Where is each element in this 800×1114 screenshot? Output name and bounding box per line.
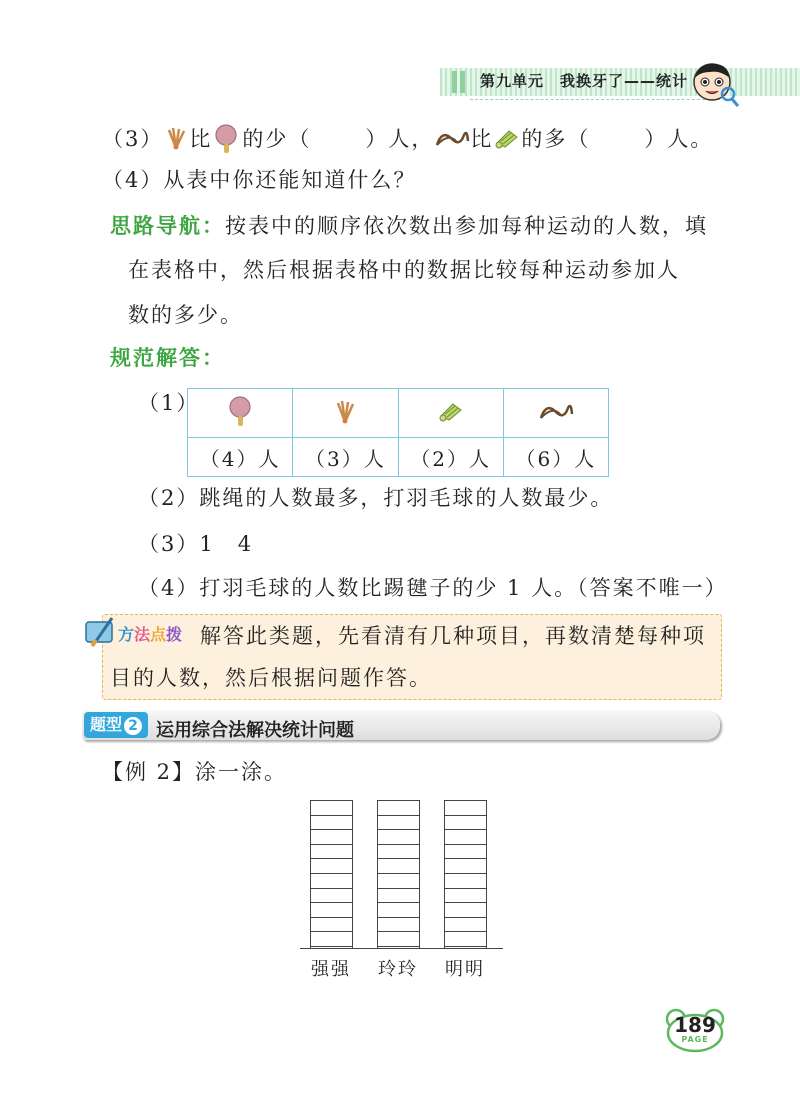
tip-title-char: 拨	[166, 625, 183, 644]
jump-rope-icon	[538, 400, 574, 422]
question-type-title: 运用综合法解决统计问题	[156, 720, 354, 741]
shuttlecock-icon	[163, 126, 189, 150]
tip-title-char: 方	[118, 625, 135, 644]
color-cell[interactable]	[378, 874, 419, 889]
color-cell[interactable]	[445, 859, 486, 874]
color-cell[interactable]	[311, 932, 352, 947]
question-type-label: 题型	[90, 715, 123, 734]
color-cell[interactable]	[311, 845, 352, 860]
color-cell[interactable]	[378, 903, 419, 918]
color-cell[interactable]	[445, 874, 486, 889]
guide-line-1	[110, 216, 708, 237]
color-cell[interactable]	[378, 932, 419, 947]
q3-text-2: 的少（	[242, 127, 312, 151]
guide-line-3: 数的多少。	[128, 303, 243, 327]
q3-text-6: ）人。	[644, 127, 714, 151]
chart-baseline	[300, 948, 503, 949]
color-column-mingming[interactable]	[444, 800, 487, 948]
ping-pong-paddle-icon	[212, 124, 242, 154]
color-cell[interactable]	[378, 816, 419, 831]
color-cell[interactable]	[311, 874, 352, 889]
answer-label: 规范解答：	[110, 346, 225, 370]
question-3	[102, 124, 713, 154]
color-cell[interactable]	[311, 830, 352, 845]
example-heading: 【例 2】涂一涂。	[102, 760, 288, 784]
tip-title-char: 法	[134, 625, 151, 644]
color-cell[interactable]	[445, 801, 486, 816]
header-bar	[452, 71, 457, 93]
color-cell[interactable]	[378, 918, 419, 933]
mascot-icon	[690, 60, 740, 108]
color-cell[interactable]	[311, 859, 352, 874]
color-cell[interactable]	[311, 816, 352, 831]
color-cell[interactable]	[445, 903, 486, 918]
table-cell-badminton	[398, 389, 503, 438]
guide-line-2: 在表格中，然后根据表格中的数据比较每种运动参加人	[128, 258, 680, 282]
question-type-badge	[84, 712, 148, 738]
color-cell[interactable]	[311, 903, 352, 918]
q3-text-3: ）人，	[365, 127, 435, 151]
table-row	[188, 389, 609, 438]
color-cell[interactable]	[378, 845, 419, 860]
color-cell[interactable]	[445, 889, 486, 904]
column-label: 明明	[445, 959, 485, 980]
brush-icon	[82, 614, 122, 650]
color-cell[interactable]	[445, 845, 486, 860]
table-cell-jump-rope	[503, 389, 608, 438]
q3-text-1: 比	[189, 127, 213, 151]
unit-label: 第九单元	[480, 72, 545, 90]
badminton-shuttle-icon	[493, 127, 521, 149]
color-cell[interactable]	[445, 932, 486, 947]
guide-label: 思路导航：	[110, 214, 225, 238]
unit-title: 我换牙了——统计	[560, 72, 689, 90]
table-cell-paddle	[188, 389, 293, 438]
method-tip-line-2: 目的人数，然后根据问题作答。	[110, 666, 432, 690]
guide-text-1: 按表中的顺序依次数出参加每种运动的人数，填	[225, 214, 708, 238]
table-row	[188, 438, 609, 477]
color-cell[interactable]	[378, 830, 419, 845]
q3-text-4: 比	[470, 127, 494, 151]
question-4: （4）从表中你还能知道什么？	[102, 168, 417, 192]
ping-pong-paddle-icon	[225, 395, 255, 427]
method-tip-title	[118, 622, 182, 645]
table-cell-shuttlecock	[293, 389, 398, 438]
table-value: （3）人	[293, 438, 398, 477]
color-cell[interactable]	[311, 801, 352, 816]
header-bar	[460, 71, 465, 93]
answer-1-number: （1）	[138, 391, 200, 415]
table-value: （4）人	[188, 438, 293, 477]
header-underline	[470, 99, 720, 100]
column-label: 玲玲	[378, 959, 418, 980]
answer-4: （4）打羽毛球的人数比踢毽子的少 1 人。（答案不唯一）	[138, 576, 728, 600]
color-cell[interactable]	[378, 889, 419, 904]
tip-title-char: 点	[150, 625, 167, 644]
table-value: （6）人	[503, 438, 608, 477]
table-value: （2）人	[398, 438, 503, 477]
color-cell[interactable]	[445, 816, 486, 831]
shuttlecock-icon	[332, 398, 358, 424]
color-cell[interactable]	[445, 830, 486, 845]
answer-3: （3）1 4	[138, 532, 254, 556]
answer-table	[187, 388, 609, 477]
color-cell[interactable]	[378, 801, 419, 816]
badminton-shuttle-icon	[437, 400, 465, 422]
color-cell[interactable]	[378, 859, 419, 874]
q3-number: （3）	[102, 127, 164, 151]
q3-text-5: 的多（	[521, 127, 591, 151]
jump-rope-icon	[434, 127, 470, 149]
page-label: PAGE	[681, 1035, 709, 1044]
color-column-lingling[interactable]	[377, 800, 420, 948]
color-cell[interactable]	[311, 918, 352, 933]
color-column-qiangqiang[interactable]	[310, 800, 353, 948]
column-label: 强强	[311, 959, 351, 980]
method-tip-line-1: 解答此类题，先看清有几种项目，再数清楚每种项	[200, 624, 706, 648]
color-cell[interactable]	[311, 889, 352, 904]
header-title	[480, 70, 688, 91]
color-cell[interactable]	[445, 918, 486, 933]
page-number: 189	[674, 1013, 716, 1037]
answer-2: （2）跳绳的人数最多，打羽毛球的人数最少。	[138, 486, 614, 510]
question-type-number: 2	[124, 717, 142, 735]
